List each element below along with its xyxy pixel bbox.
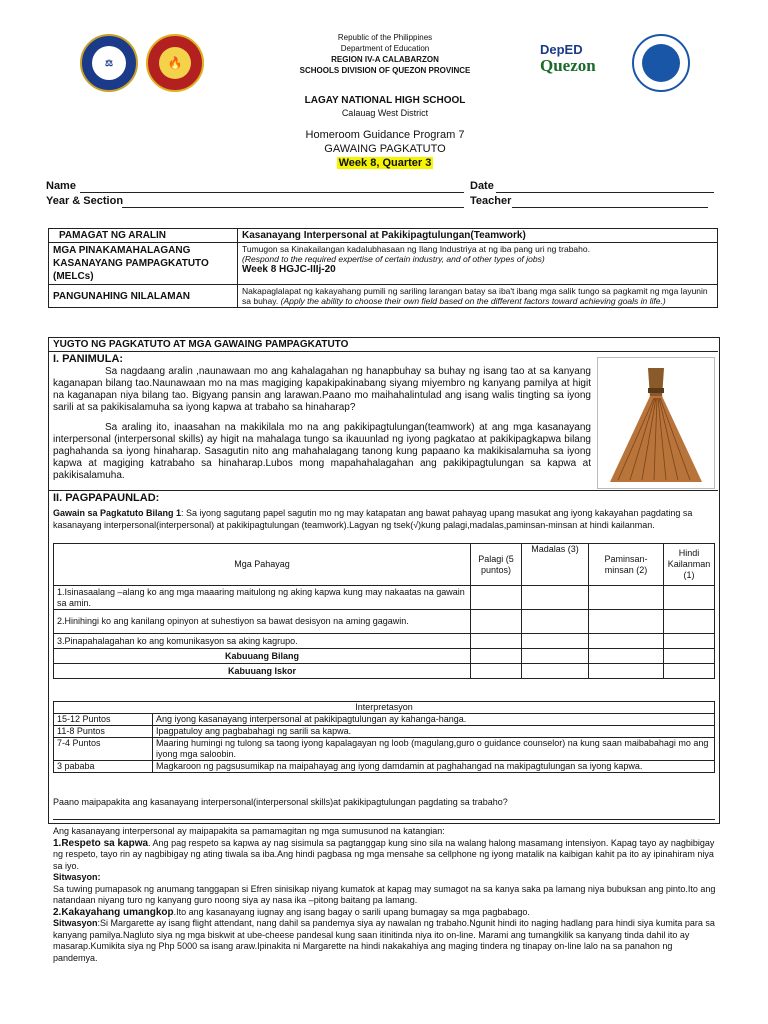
panimula-paragraph-2: Sa araling ito, inaasahan na makikilala mo na ang pakikipagtulungan(teamwork) at ang mga kasanayang interpersonal (interpersonal skills) ay higit na mahalaga tungo sa ikauunlad ng iyong pagkatao at pakikipagkapwa bilang paghahanda sa iyong hinaharap. Sasagutin nito ang mahahalagang tanong kung papaano ka makikisalamuha sa iyong kapwa at magiging katrabaho sa hinaharap.Lubos mong mapahahalagahan ang pakikipagtulungan sa kapwa at pakikisalamuha.: [53, 422, 591, 481]
item-1-label: 1.Respeto sa kapwa: [53, 837, 149, 849]
score-meaning: Magkaroon ng pagsusumikap na maipahayag ang iyong damdamin at paghahangad na makipagtulungan sa iyong kapwa.: [153, 761, 715, 773]
score-meaning: Maaring humingi ng tulong sa taong iyong kapalagayan ng loob (magulang,guro o guidance counselor) na kung saan maibabahagi mo ang iyong mga saloobin.: [153, 738, 715, 761]
item-2-label: 2.Kakayahang umangkop: [53, 906, 174, 918]
col-madalas: Madalas (3): [522, 544, 589, 586]
score-meaning: Ipagpatuloy ang pagbabahagi ng sarili sa kapwa.: [153, 726, 715, 738]
melc-code: Week 8 HGJC-IIIj-20: [242, 264, 336, 275]
total-cell[interactable]: [471, 649, 522, 664]
body-text: [53, 826, 718, 964]
nilalaman-cell: [238, 285, 718, 308]
interpretasyon-title: Interpretasyon: [54, 702, 715, 714]
score-meaning: Ang iyong kasanayang interpersonal at pakikipagtulungan ay kahanga-hanga.: [153, 714, 715, 726]
score-range: 11-8 Puntos: [54, 726, 153, 738]
item-1: [53, 838, 718, 873]
deped-quezon-logo: DepED Quezon: [540, 41, 596, 75]
total-cell[interactable]: [589, 649, 664, 664]
rating-table: [53, 543, 715, 679]
school-name: LAGAY NATIONAL HIGH SCHOOL: [304, 95, 466, 106]
panimula-title: I. PANIMULA:: [53, 353, 124, 365]
sitwasyon-2-text: :Si Margarette ay isang flight attendant, nang dahil sa pandemya siya ay nawalan ng trabaho.Ngunit hindi ito naging hadlang para hindi siya kumita para sa kanyang pamilya.Nagluto siya ng mga biskwit at ube-cheese pandesal kung saan itinitinda niya ito on-line. Marami ang tumangkilik sa kanyang tinda dahil ito ay masarap.Kumikita siya ng Php 5000 sa isang araw.Ipinakita ni Margarette na hindi nakakahiya ang maging tindera ng tinapay on-line lalo na sa panahon ng pandemya.: [53, 918, 715, 963]
teacher-label: Teacher: [470, 195, 512, 207]
sitwasyon-2-label: Sitwasyon: [53, 918, 98, 928]
check-cell[interactable]: [664, 634, 715, 649]
deped-seal-logo: ⚖: [80, 34, 138, 92]
gawain-title: GAWAING PAGKATUTO: [324, 143, 446, 155]
answer-line[interactable]: [53, 819, 715, 820]
check-cell[interactable]: [589, 634, 664, 649]
region-line: REGION IV-A CALABARZON: [331, 55, 439, 64]
check-cell[interactable]: [471, 634, 522, 649]
gawain-instructions: [53, 507, 713, 531]
gawain-label: Gawain sa Pagkatuto Bilang 1: [53, 508, 182, 518]
nilalaman-text: Nakapaglalapat ng kakayahang pumili ng sariling larangan batay sa iba't ibang mga salik tungo sa pagkamit ng mga layunin sa buhay.: [242, 286, 708, 306]
col-hindi: Hindi Kailanman (1): [664, 544, 715, 586]
lesson-info-table: [48, 228, 718, 308]
check-cell[interactable]: [522, 586, 589, 610]
score-cell[interactable]: [471, 664, 522, 679]
check-cell[interactable]: [589, 610, 664, 634]
melc-english: (Respond to the required expertise of certain industry, and of other types of jobs): [242, 254, 545, 264]
score-cell[interactable]: [664, 664, 715, 679]
republic-line: Republic of the Philippines: [337, 33, 433, 42]
name-label: Name: [46, 180, 76, 192]
total-cell[interactable]: [664, 649, 715, 664]
district-name: Calauag West District: [341, 108, 429, 118]
kabuuang-bilang: Kabuuang Bilang: [54, 649, 471, 664]
item-2-text: .Ito ang kasanayang iugnay ang isang bagay o sarili upang bumagay sa mga pagbabago.: [173, 906, 530, 917]
statement-1: 1.Isinasaalang –alang ko ang mga maaaring maitulong ng aking kapwa kung may nakaatas na gawain sa amin.: [54, 586, 471, 610]
total-cell[interactable]: [522, 649, 589, 664]
yugto-title: YUGTO NG PAGKATUTO AT MGA GAWAING PAMPAGKATUTO: [53, 339, 349, 350]
melc-text: Tumugon sa Kinakailangan kadalubhasaan ng Ilang Industriya at ng iba pang uri ng trabaho.: [242, 244, 590, 254]
check-cell[interactable]: [664, 586, 715, 610]
lagay-nhs-logo: [632, 34, 690, 92]
panimula-paragraph-1: Sa nagdaang aralin ,naunawaan mo ang kahalagahan ng hanapbuhay sa buhay ng isang tao at sa kanyang kaganapan bilang tao.Naunawaan mo na mas magiging kapakipakinabang siyang miyembro ng kanyang pamilya at higit na kaganapan niya bilang tao. Bigyang pansin ang larawan.Paano mo maihahalintulad ang isang walis tingting sa iyong sarili at sa pakikisalamuha sa iyong kapwa at trabaho sa hinaharap?: [53, 366, 591, 413]
sitwasyon-1-label: Sitwasyon:: [53, 872, 101, 882]
pamagat-value: Kasanayang Interpersonal at Pakikipagtulungan(Teamwork): [238, 229, 718, 243]
check-cell[interactable]: [471, 586, 522, 610]
check-cell[interactable]: [589, 586, 664, 610]
kabuuang-iskor: Kabuuang Iskor: [54, 664, 471, 679]
item-2: [53, 907, 718, 919]
pagpapaunlad-title: II. PAGPAPAUNLAD:: [53, 492, 160, 504]
date-label: Date: [470, 180, 494, 192]
question-text: Paano maipapakita ang kasanayang interpersonal(interpersonal skills)at pakikipagtulungan pagdating sa trabaho?: [53, 797, 508, 807]
col-paminsan: Paminsan-minsan (2): [589, 544, 664, 586]
score-cell[interactable]: [589, 664, 664, 679]
check-cell[interactable]: [471, 610, 522, 634]
week-quarter: Week 8, Quarter 3: [338, 157, 432, 169]
walis-tingting-image: [597, 357, 715, 489]
year-section-label: Year & Section: [46, 195, 124, 207]
col-palagi: Palagi (5 puntos): [471, 544, 522, 586]
year-section-field[interactable]: [122, 207, 464, 208]
check-cell[interactable]: [664, 610, 715, 634]
pamagat-label: PAMAGAT NG ARALIN: [49, 229, 238, 243]
statement-2: 2.Hinihingi ko ang kanilang opinyon at suhestiyon sa bawat desisyon na aming gagawin.: [54, 610, 471, 634]
school-block: [230, 95, 540, 119]
region-seal-logo: 🔥: [146, 34, 204, 92]
nilalaman-label: PANGUNAHING NILALAMAN: [49, 285, 238, 308]
check-cell[interactable]: [522, 634, 589, 649]
statement-3: 3.Pinapahalagahan ko ang komunikasyon sa aking kagrupo.: [54, 634, 471, 649]
name-field[interactable]: [80, 192, 464, 193]
score-range: 7-4 Puntos: [54, 738, 153, 761]
division-line: SCHOOLS DIVISION OF QUEZON PROVINCE: [299, 66, 471, 75]
sitwasyon-2: [53, 918, 718, 964]
nilalaman-english: (Apply the ability to choose their own field based on the different factors toward achieving goals in life.): [280, 296, 666, 306]
score-cell[interactable]: [522, 664, 589, 679]
check-cell[interactable]: [522, 610, 589, 634]
item-1-text: . Ang pag respeto sa kapwa ay nag sisimula sa pagtanggap kung sino sila na walang halong masamang intensiyon. Kapag tayo ay nagbibigay ng respeto, tayo rin ay nagbibigay ng ating tiwala sa iba.Ang hindi pagbasa ng mga mensahe sa cellphone ng iyong matalik na kaibigan kahit pa ito ay ipinahiram niya sa iyo.: [53, 837, 715, 871]
melc-cell: [238, 243, 718, 285]
col-pahayag: Mga Pahayag: [54, 544, 471, 586]
agency-header: [230, 32, 540, 76]
sitwasyon-1-text: Sa tuwing pumapasok ng anumang tanggapan si Efren sinisikap niyang kumatok at kapag may sumagot na sa kanya saka pa lamang niya bubuksan ang pinto.Ito ang natandaan niyang turo ng kanyang guro noong siya ay nasa ika –pitong baitang pa lamang.: [53, 883, 716, 905]
program-title: Homeroom Guidance Program 7: [305, 129, 465, 141]
gawain-text: : Sa iyong sagutang papel sagutin mo ng may katapatan ang bawat pahayag upang masukat ang iyong kakayahan pagdating sa kasanayang interpersonal(interpersonal) at pakikipagtulungan (teamwork).Lagyan ng tsek(√)kung palagi,madalas,paminsan-minsan at hindi kailanman.: [53, 508, 693, 530]
intro-text: Ang kasanayang interpersonal ay maipapakita sa pamamagitan ng mga sumusunod na katangian:: [53, 826, 445, 836]
date-field[interactable]: [496, 192, 714, 193]
score-range: 15-12 Puntos: [54, 714, 153, 726]
interpretation-table: [53, 701, 715, 773]
department-line: Department of Education: [340, 44, 430, 53]
teacher-field[interactable]: [512, 207, 708, 208]
program-block: [230, 128, 540, 170]
melc-label: MGA PINAKAMAHALAGANG KASANAYANG PAMPAGKATUTO (MELCs): [49, 243, 238, 285]
score-range: 3 pababa: [54, 761, 153, 773]
